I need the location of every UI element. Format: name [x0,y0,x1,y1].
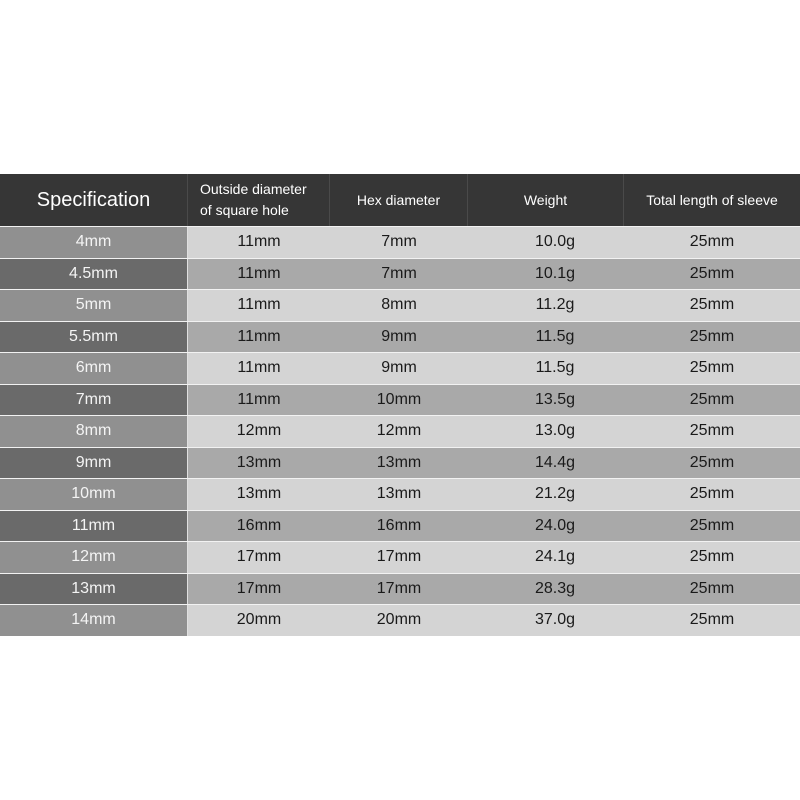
spec-cell: 11mm [0,511,188,542]
spec-cell: 4.5mm [0,259,188,290]
weight-cell: 24.1g [534,548,576,566]
hex-diameter-cell: 12mm [376,422,422,440]
outside-diameter-cell: 11mm [237,233,281,251]
table-row [0,352,800,384]
header-total-length: Total length of sleeve [646,191,778,208]
weight-cell: 37.0g [534,611,576,629]
hex-diameter-cell: 7mm [381,264,417,282]
table-row [0,415,800,447]
spec-cell: 5.5mm [0,322,188,353]
weight-cell: 10.0g [534,233,576,251]
outside-diameter-cell: 11mm [237,359,281,377]
hex-diameter-cell: 20mm [376,611,422,629]
total-length-cell: 25mm [689,390,735,408]
weight-cell: 11.5g [535,327,575,345]
header-hex-diameter: Hex diameter [330,174,468,226]
outside-diameter-cell: 17mm [236,579,282,597]
total-length-cell: 25mm [689,485,735,503]
hex-diameter-cell: 13mm [376,453,422,471]
table-row [0,384,800,416]
spec-cell: 9mm [0,448,188,479]
table-row [0,604,800,636]
hex-diameter-cell: 9mm [381,327,417,345]
hex-diameter-cell: 8mm [381,296,417,314]
outside-diameter-cell: 12mm [236,422,282,440]
header-outside-diameter-line1: Outside diameter [200,181,307,197]
total-length-cell: 25mm [689,453,735,471]
spec-cell: 14mm [0,605,188,636]
header-weight: Weight [468,174,624,226]
weight-cell: 11.2g [535,296,575,314]
outside-diameter-cell: 17mm [236,548,282,566]
table-row [0,478,800,510]
weight-cell: 14.4g [534,453,576,471]
weight-cell: 11.5g [535,359,575,377]
outside-diameter-cell: 11mm [237,296,281,314]
header-specification: Specification [0,174,188,226]
spec-cell: 10mm [0,479,188,510]
spec-table [0,174,800,636]
hex-diameter-cell: 17mm [376,579,422,597]
outside-diameter-cell: 13mm [236,485,282,503]
weight-cell: 21.2g [534,485,576,503]
total-length-cell: 25mm [689,264,735,282]
table-row [0,573,800,605]
hex-diameter-cell: 10mm [376,390,422,408]
weight-cell: 13.5g [534,390,576,408]
spec-cell: 5mm [0,290,188,321]
weight-cell: 13.0g [534,422,576,440]
outside-diameter-cell: 11mm [237,264,281,282]
total-length-cell: 25mm [689,296,735,314]
table-row [0,510,800,542]
table-row [0,447,800,479]
weight-cell: 10.1g [534,264,576,282]
total-length-cell: 25mm [689,233,735,251]
outside-diameter-cell: 13mm [236,453,282,471]
table-row [0,321,800,353]
table-header [0,174,800,226]
total-length-cell: 25mm [689,422,735,440]
total-length-cell: 25mm [689,611,735,629]
total-length-cell: 25mm [689,548,735,566]
spec-cell: 13mm [0,574,188,605]
spec-cell: 7mm [0,385,188,416]
hex-diameter-cell: 17mm [376,548,422,566]
outside-diameter-cell: 11mm [237,327,281,345]
outside-diameter-cell: 11mm [237,390,281,408]
weight-cell: 24.0g [534,516,576,534]
weight-cell: 28.3g [534,579,576,597]
table-row [0,289,800,321]
hex-diameter-cell: 13mm [376,485,422,503]
hex-diameter-cell: 9mm [381,359,417,377]
spec-cell: 8mm [0,416,188,447]
header-outside-diameter [188,174,330,226]
total-length-cell: 25mm [689,579,735,597]
outside-diameter-cell: 16mm [236,516,282,534]
table-row [0,226,800,258]
outside-diameter-cell: 20mm [236,611,282,629]
table-row [0,541,800,573]
table-row [0,258,800,290]
table-body [0,226,800,636]
hex-diameter-cell: 16mm [376,516,422,534]
total-length-cell: 25mm [689,359,735,377]
total-length-cell: 25mm [689,327,735,345]
hex-diameter-cell: 7mm [381,233,417,251]
total-length-cell: 25mm [689,516,735,534]
spec-cell: 12mm [0,542,188,573]
spec-cell: 6mm [0,353,188,384]
header-outside-diameter-line2: of square hole [200,202,289,218]
spec-cell: 4mm [0,227,188,258]
